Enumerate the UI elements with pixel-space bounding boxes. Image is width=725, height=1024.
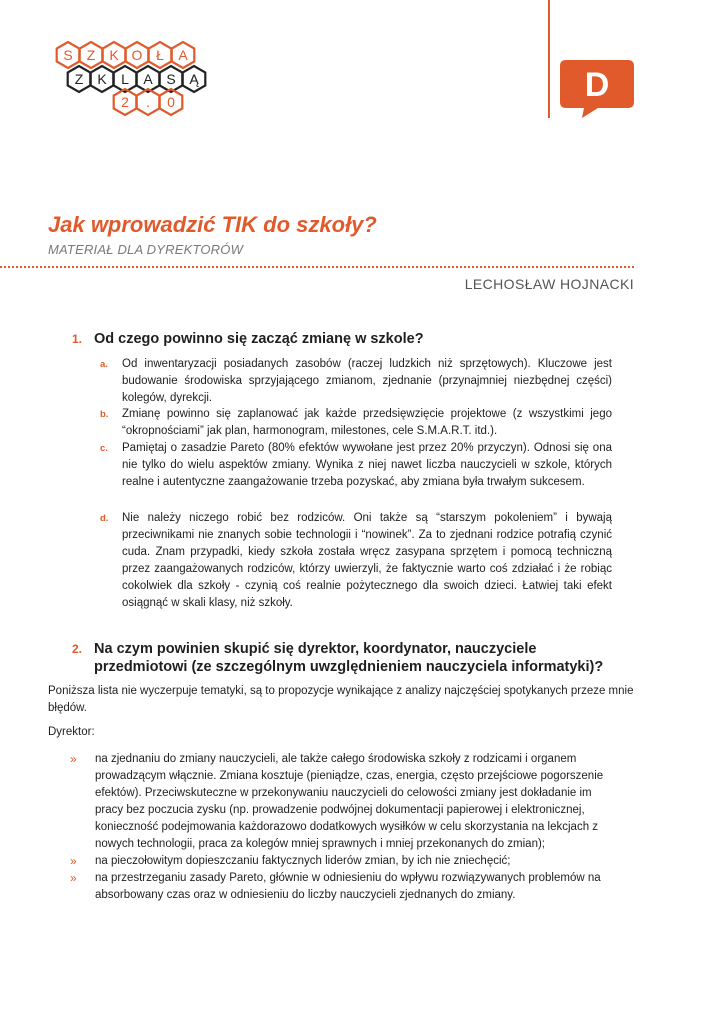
item-text: Zmianę powinno się zaplanować jak każde przedsięwzięcie projektowe (z wszystkimi jego “okropnościami” jak plan, harmonogram, milestones, cele S.M.A.R.T. itd.). [122,408,612,437]
dotted-divider [0,266,634,268]
item-text: Od inwentaryzacji posiadanych zasobów (raczej ludzkich niż sprzętowych). Kluczowe jest budowanie środowiska sprzyjającego zmianom, zjednanie (przynajmniej niezbędnej części) kolegów, dyrekcji. [122,358,612,404]
role-label: Dyrektor: [48,726,95,738]
logo-letter: Ą [189,71,199,87]
logo-letter: K [97,71,107,87]
section-2-heading [72,640,632,676]
logo-letter: A [178,47,188,63]
section-1-heading [72,330,632,348]
intro-paragraph: Poniższa lista nie wyczerpuje tematyki, są to propozycje wynikające z analizy najczęściej spotykanych przeze mnie błędów. [48,685,634,714]
logo-letter: A [143,71,153,87]
logo-letter: 0 [167,94,175,110]
page-title: Jak wprowadzić TIK do szkoły? [48,212,377,237]
logo-letter: Ł [156,47,164,63]
header-divider [548,0,550,118]
bullet-marker: » [70,871,77,885]
list-item [70,870,615,904]
author-name: LECHOSŁAW HOJNACKI [464,276,634,292]
logo-letter: S [63,47,73,63]
list-item [70,853,615,870]
item-letter: c. [100,443,108,454]
page-subtitle: MATERIAŁ DLA DYREKTORÓW [48,242,244,257]
list-item [100,440,612,491]
logo-letter: S [166,71,176,87]
logo-letter: Z [86,47,96,63]
bullet-text: na zjednaniu do zmiany nauczycieli, ale także całego środowiska szkoły z rodzicami i organem prowadzącym włącznie. Zmiana kosztuje (pieniądze, czas, energia, często przejściowe pogorszenie efektów). Przeciwskuteczne w przekonywaniu nauczycieli do celowości zmiany jest dokładanie im pracy bez poczucia zysku (np. prowadzenie podwójnej dokumentacji papierowej i elektronicznej, konieczność podejmowania każdorazowo dodatkowych wysiłków w celu skorzystania na lekcjach z nowych technologii, praca za kolegów mniej sprawnych i mniej przekonanych do zmian); [95,753,604,850]
list-item [100,510,612,612]
section-title: Na czym powinien skupić się dyrektor, koordynator, nauczyciele przedmiotowi (ze szczególnym uwzględnieniem nauczyciela informatyki)? [94,641,604,675]
item-text: Nie należy niczego robić bez rodziców. Oni także są “starszym pokoleniem” i bywają przeciwnikami nie znanych sobie technologii i “nowinek”. Za to zjednani rodzice potrafią czynić cuda. Znam przypadki, kiedy szkoła została wręcz zasypana sprzętem i pomocą techniczną przez zaangażowanych rodziców, którzy uwierzyli, że faktycznie warto coś zdziałać i że robiąc cokolwiek dla szkoły - czynią coś realnie pożytecznego dla swoich dzieci. Łatwiej taki efekt osiągnąć w skali klasy, niż szkoły. [122,512,612,609]
bullet-text: na przestrzeganiu zasady Pareto, głównie w odniesieniu do wpływu rozwiązywanych problemów na absorbowany czas oraz w odniesieniu do liczby nauczycieli zjednanych do zmiany. [95,872,601,901]
item-text: Pamiętaj o zasadzie Pareto (80% efektów wywołane jest przez 20% przyczyn). Odnosi się ona nie tylko do wielu aspektów zmiany. Wynika z niej nawet liczba nauczycieli w szkole, których realne i autentyczne zaangażowanie trzeba pozyskać, aby zmiana była trwałym sukcesem. [122,442,612,488]
list-item [70,751,615,853]
logo-letter: 2 [121,94,129,110]
bullet-marker: » [70,752,77,766]
item-letter: b. [100,409,109,420]
item-letter: d. [100,513,109,524]
list-item [100,356,612,407]
logo-letter: K [109,47,119,63]
bullet-marker: » [70,854,77,868]
badge-letter: D [584,66,610,104]
logo-letter: . [146,94,150,110]
list-item [100,406,612,440]
logo-letter: L [121,71,129,87]
section-number: 1. [72,332,83,346]
section-title: Od czego powinno się zacząć zmianę w szkole? [94,331,424,347]
szkola-logo [52,38,257,120]
bullet-text: na pieczołowitym dopieszczaniu faktycznych liderów zmian, by ich nie zniechęcić; [95,855,511,867]
section-number: 2. [72,642,83,656]
logo-letter: Z [74,71,84,87]
logo-letter: O [131,47,143,63]
item-letter: a. [100,359,108,370]
d-badge-icon [558,54,636,120]
